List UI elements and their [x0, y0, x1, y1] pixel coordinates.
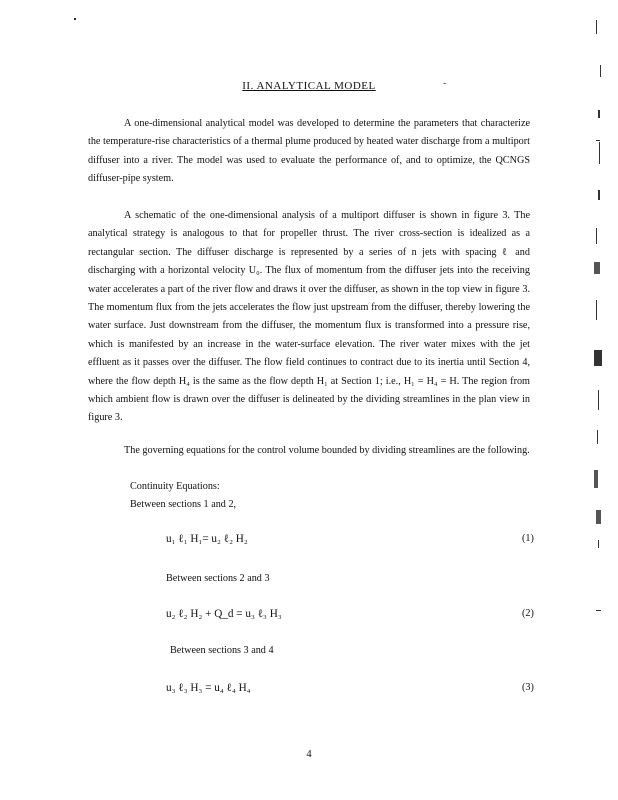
paragraph-2: A schematic of the one-dimensional analysis of a multiport diffuser is shown in figure 3. The analytical strategy is analogous to that for propeller thrust. The river cross-section is idealized as a rectangular section. The diffuser discharge is represented by a series of n jets with spacing ℓ and discharging with a horizontal velocity U₀. The flux of momentum from the diffuser jets into the receiving water accelerates a part of the river flow and draws it over the diffuser, as shown in the top view in figure 3. The momentum flux from the jets accelerates the flow just upstream from the diffuser, thereby lowering the water surface. Just downstream from the diffuser, the momentum flux is transformed into a pressure rise, which is manifested by an increase in the water-surface elevation. The river water mixes with the jet effluent as it passes over the diffuser. The flow field continues to contract due to its inertia until Section 4, where the flow depth H₄ is the same as the flow depth H₁ at Section 1; i.e., H₁ = H₄ = H. The region from which ambient flow is drawn over the diffuser is delineated by the dividing streamlines in the plan view in figure 3. [88, 210, 530, 424]
equation-2-number: (2) [522, 608, 534, 619]
page-number: 4 [306, 749, 312, 760]
between-sections-3-4: Between sections 3 and 4 [170, 645, 274, 656]
scan-margin-artifacts [578, 0, 618, 800]
equation-1: u₁ ℓ₁ H₁= u₂ ℓ₂ H₂ [166, 533, 248, 545]
equation-1-number: (1) [522, 533, 534, 544]
paragraph-1: A one-dimensional analytical model was developed to determine the parameters that characterize the temperature-rise characteristics of a thermal plume produced by heated water discharge from a multiport diffuser into a river. The model was used to evaluate the performance of, and to optimize, the QCNGS diffuser-pipe system. [88, 118, 530, 185]
paragraph-3: The governing equations for the control volume bounded by dividing streamlines are the following. [124, 445, 530, 456]
between-sections-1-2: Between sections 1 and 2, [130, 499, 237, 510]
continuity-label: Continuity Equations: [130, 481, 220, 492]
equation-3: u₃ ℓ₃ H₃ = u₄ ℓ₄ H₄ [166, 682, 251, 694]
scan-speck [74, 18, 76, 20]
between-sections-2-3: Between sections 2 and 3 [166, 573, 270, 584]
section-title: II. ANALYTICAL MODEL [242, 80, 376, 92]
equation-3-number: (3) [522, 682, 534, 693]
equation-2: u₂ ℓ₂ H₂ + Q_d = u₃ ℓ₃ H₃ [166, 608, 282, 620]
scan-dash-mark: - [443, 78, 447, 89]
